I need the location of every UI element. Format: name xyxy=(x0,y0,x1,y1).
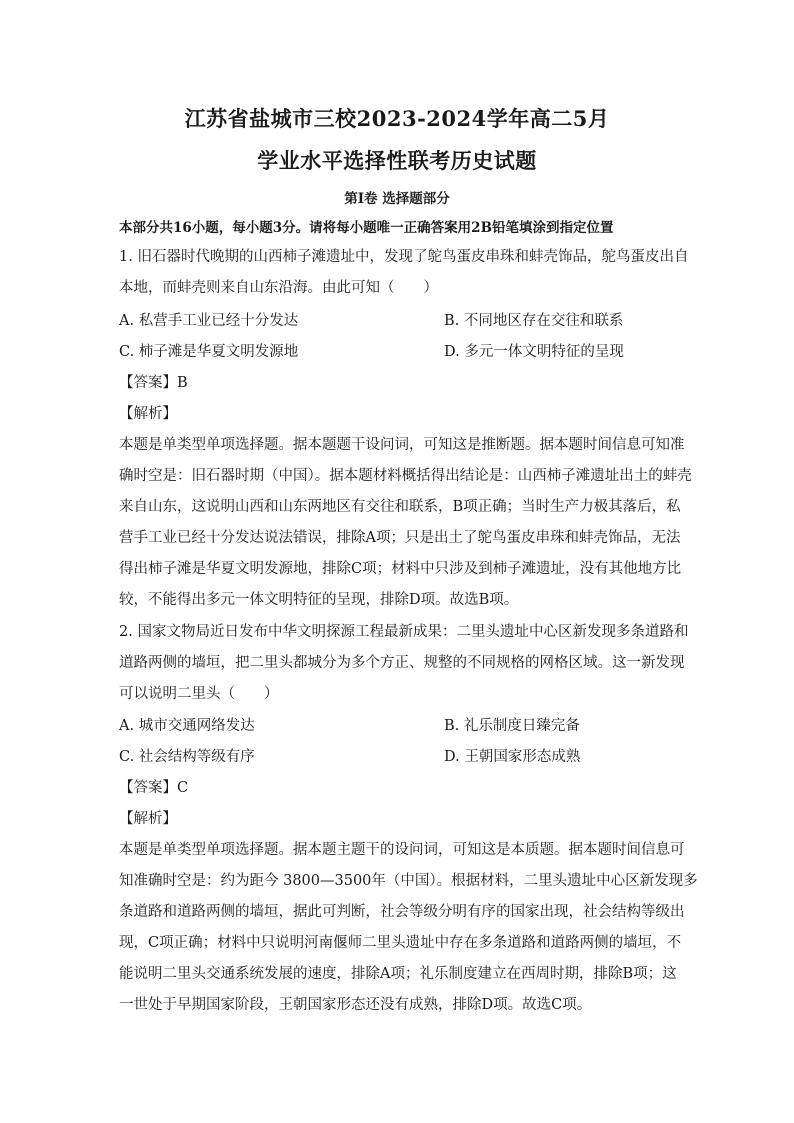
title-line-2: 学业水平选择性联考历史试题 xyxy=(257,148,537,173)
q2-option-c: C. 社会结构等级有序 xyxy=(119,749,255,765)
q1-analysis-line-2: 确时空是：旧石器时期（中国）。据本题材料概括得出结论是：山西柿子滩遗址出土的蚌壳 xyxy=(119,468,692,484)
title-line-1: 江苏省盐城市三校2023-2024学年高二5月 xyxy=(184,106,610,131)
q2-option-d: D. 王朝国家形态成熟 xyxy=(444,749,581,765)
q2-stem-line-2: 道路两侧的墙垣，把二里头都城分为多个方正、规整的不同规格的网格区域。这一新发现 xyxy=(119,655,685,671)
q1-answer: 【答案】B xyxy=(119,375,188,391)
section-heading: 第Ⅰ卷 选择题部分 xyxy=(344,191,450,207)
q2-answer: 【答案】C xyxy=(119,780,189,796)
q2-stem-line-1: 2. 国家文物局近日发布中华文明探源工程最新成果：二里头遗址中心区新发现多条道路和 xyxy=(119,624,689,640)
q2-analysis-line-5: 能说明二里头交通系统发展的速度，排除A项；礼乐制度建立在西周时期，排除B项；这 xyxy=(119,966,677,982)
q2-stem-line-3: 可以说明二里头（ ） xyxy=(119,686,279,702)
q2-analysis-line-1: 本题是单类型单项选择题。据本题主题干的设问词，可知这是本质题。据本题时间信息可 xyxy=(119,842,685,858)
q1-analysis-line-4: 营手工业已经十分发达说法错误，排除A项；只是出土了鸵鸟蛋皮串珠和蚌壳饰品，无法 xyxy=(119,530,681,546)
q2-analysis-label: 【解析】 xyxy=(119,811,177,827)
q1-analysis-label: 【解析】 xyxy=(119,406,177,422)
q1-option-a: A. 私营手工业已经十分发达 xyxy=(119,313,299,329)
q1-option-b: B. 不同地区存在交往和联系 xyxy=(444,313,624,329)
q1-option-c: C. 柿子滩是华夏文明发源地 xyxy=(119,344,299,360)
q2-option-b: B. 礼乐制度日臻完备 xyxy=(444,718,580,734)
q1-analysis-line-5: 得出柿子滩是华夏文明发源地，排除C项；材料中只涉及到柿子滩遗址，没有其他地方比 xyxy=(119,561,682,577)
q1-stem-line-2: 本地，而蚌壳则来自山东沿海。由此可知（ ） xyxy=(119,280,438,296)
q1-analysis-line-3: 来自山东，这说明山西和山东两地区有交往和联系，B项正确；当时生产力极其落后，私 xyxy=(119,499,681,515)
q2-analysis-line-2: 知准确时空是：约为距今 3800—3500年（中国）。根据材料，二里头遗址中心区新发现多 xyxy=(119,873,698,889)
q1-stem-line-1: 1. 旧石器时代晚期的山西柿子滩遗址中，发现了鸵鸟蛋皮串珠和蚌壳饰品，鸵鸟蛋皮出自 xyxy=(119,249,689,265)
q2-analysis-line-6: 一世处于早期国家阶段，王朝国家形态还没有成熟，排除D项。故选C项。 xyxy=(119,997,592,1013)
q1-option-d: D. 多元一体文明特征的呈现 xyxy=(444,344,624,360)
q1-analysis-line-1: 本题是单类型单项选择题。据本题题干设问词，可知这是推断题。据本题时间信息可知准 xyxy=(119,437,685,453)
q2-option-a: A. 城市交通网络发达 xyxy=(119,718,255,734)
q2-analysis-line-3: 条道路和道路两侧的墙垣，据此可判断，社会等级分明有序的国家出现，社会结构等级出 xyxy=(119,904,685,920)
q1-analysis-line-6: 较，不能得出多元一体文明特征的呈现，排除D项。故选B项。 xyxy=(119,592,519,608)
instructions: 本部分共16小题，每小题3分。请将每小题唯一正确答案用2B铅笔填涂到指定位置 xyxy=(119,220,614,236)
q2-analysis-line-4: 现，C项正确；材料中只说明河南偃师二里头遗址中存在多条道路和道路两侧的墙垣，不 xyxy=(119,935,682,951)
